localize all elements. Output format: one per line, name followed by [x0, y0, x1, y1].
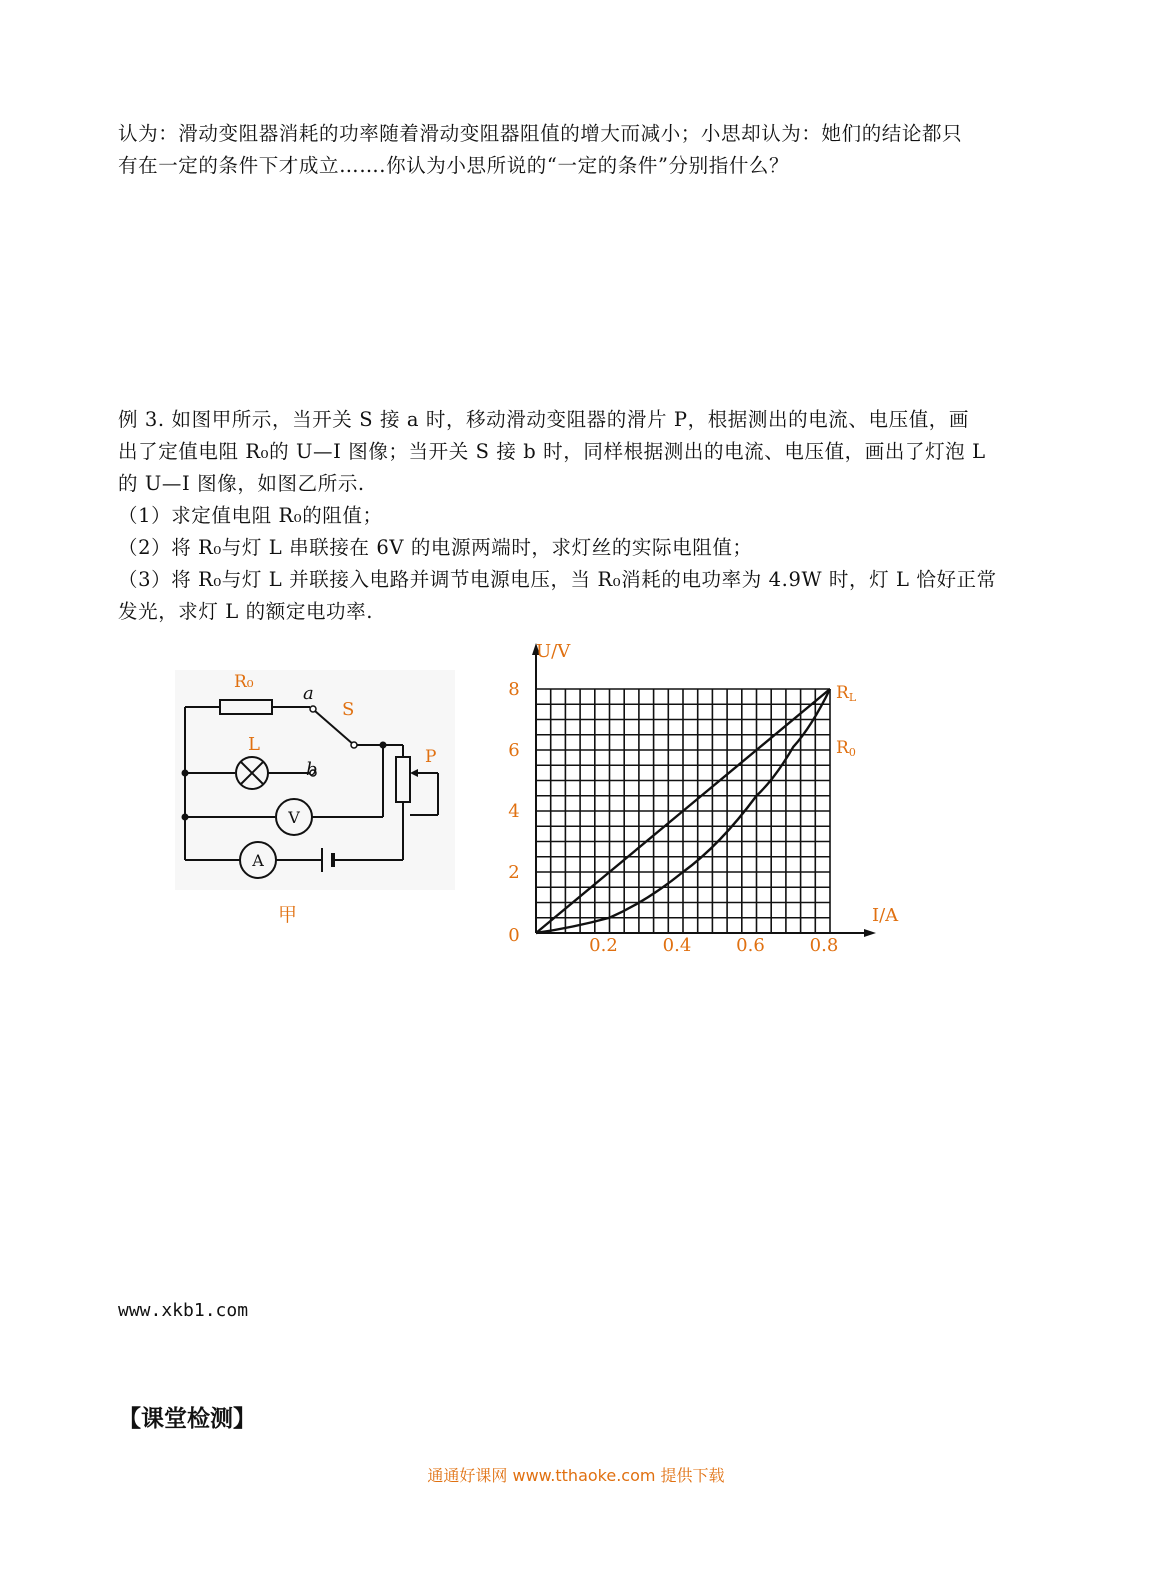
ui-chart — [490, 635, 910, 965]
contact-b-label: b — [306, 759, 318, 780]
example3-paragraph — [118, 404, 1038, 628]
lamp-l-label: L — [248, 734, 260, 755]
origin-label: 0 — [508, 925, 520, 946]
x-tick-label: 0.6 — [736, 935, 765, 956]
example3-line-3: 的 U—I 图像，如图乙所示. — [118, 472, 365, 495]
example3-line-1: 例 3. 如图甲所示，当开关 S 接 a 时，移动滑动变阻器的滑片 P，根据测出的电流、电压值，画 — [118, 408, 969, 431]
y-tick-label: 8 — [508, 679, 520, 700]
circuit-diagram — [170, 665, 460, 935]
series-label-r0: R0 — [836, 738, 856, 760]
question-2: （2）将 R₀与灯 L 串联接在 6V 的电源两端时，求灯丝的实际电阻值； — [118, 536, 753, 559]
example3-line-2: 出了定值电阻 R₀的 U—I 图像；当开关 S 接 b 时，同样根据测出的电流、电压值，画出了灯泡 L — [118, 440, 986, 463]
intro-paragraph — [118, 118, 1038, 182]
x-tick-label: 0.2 — [589, 935, 618, 956]
question-3-line-2: 发光，求灯 L 的额定电功率. — [118, 600, 374, 623]
circuit-caption: 甲 — [278, 904, 298, 926]
x-tick-label: 0.8 — [809, 935, 839, 956]
y-tick-label: 2 — [508, 862, 520, 883]
switch-s-label: S — [342, 699, 355, 720]
watermark-url: www.xkb1.com — [118, 1300, 249, 1321]
x-axis-title: I/A — [872, 905, 899, 926]
intro-line-2: 有在一定的条件下才成立…….你认为小思所说的“一定的条件”分别指什么？ — [118, 154, 790, 177]
x-tick-label: 0.4 — [662, 935, 692, 956]
x-axis-arrow-icon — [864, 929, 876, 937]
y-tick-label: 6 — [508, 740, 520, 761]
r0-label: R₀ — [234, 672, 254, 692]
voltmeter-label: V — [288, 808, 300, 827]
footer-credit: 通通好课网 www.tthaoke.com 提供下载 — [427, 1466, 725, 1485]
y-axis-title: U/V — [536, 641, 571, 662]
section-title: 【课堂检测】 — [118, 1406, 256, 1432]
ammeter-label: A — [252, 851, 264, 870]
y-tick-label: 4 — [508, 801, 520, 822]
intro-line-1: 认为：滑动变阻器消耗的功率随着滑动变阻器阻值的增大而减小；小思却认为：她们的结论都只 — [118, 122, 963, 145]
slider-p-label: P — [425, 747, 437, 767]
question-3-line-1: （3）将 R₀与灯 L 并联接入电路并调节电源电压，当 R₀消耗的电功率为 4.9W 时，灯 L 恰好正常 — [118, 568, 997, 591]
contact-a-label: a — [303, 683, 314, 704]
question-1: （1）求定值电阻 R₀的阻值； — [118, 504, 383, 527]
series-label-rl: RL — [836, 683, 857, 705]
